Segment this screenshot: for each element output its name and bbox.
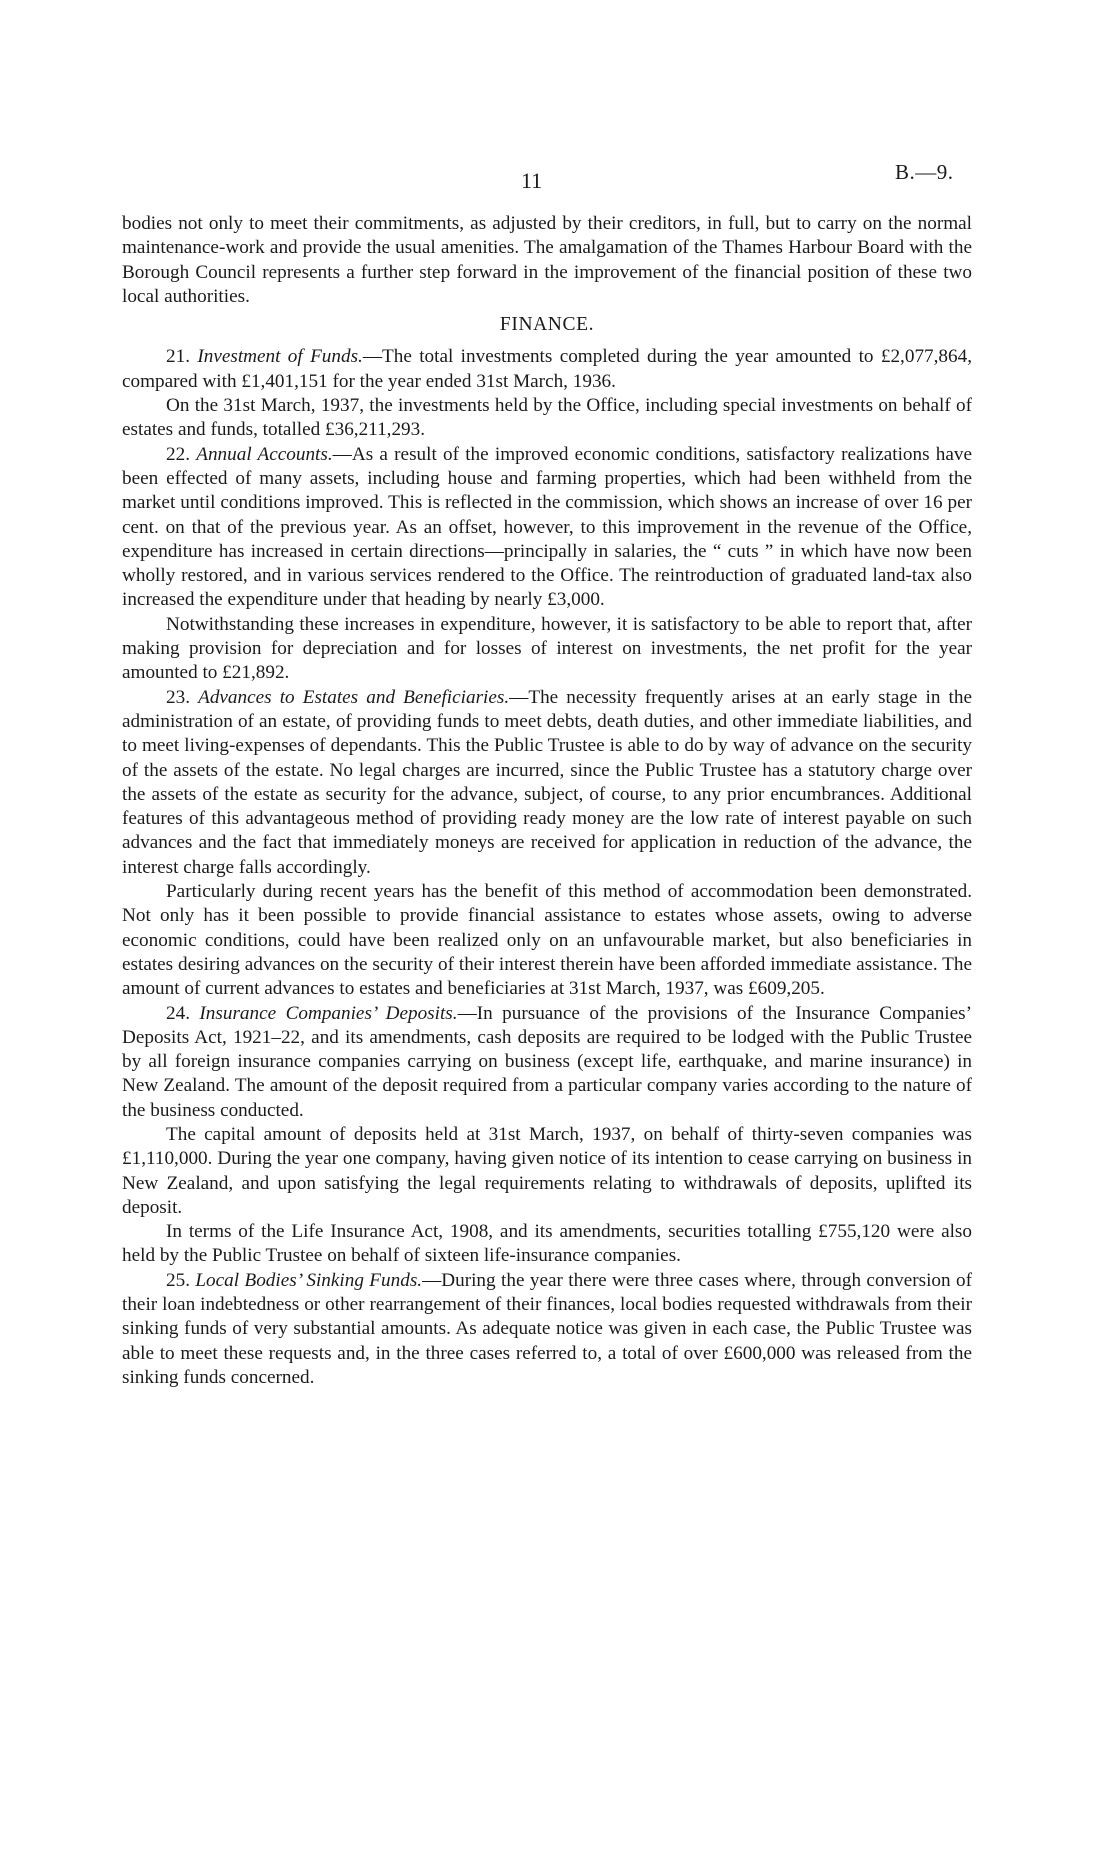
paragraph-title: Annual Accounts.: [196, 443, 333, 465]
section-heading: FINANCE.: [499, 314, 595, 336]
paragraph-23-continued: Particularly during recent years has the benefit of this method of accommodation been demonstrated. Not only has it been possible to provide financial assistance to estates whose assets, owing to adverse economic conditions, could have been realized only on an unfavourable market, but also beneficiaries in estates desiring advances on the security of their interest therein have been afforded immediate assistance. The amount of current advances to estates and beneficiaries at 31st March, 1937, was £609,205.: [122, 881, 972, 1000]
paragraph-22-continued: Notwithstanding these increases in expenditure, however, it is satisfactory to be able to report that, after making provision for depreciation and for losses of interest on investments, the net profit for the year amounted to £21,892.: [122, 613, 972, 684]
paragraph-number: 24.: [166, 1002, 190, 1024]
paragraph-number: 22.: [166, 443, 190, 465]
paragraph-24: [122, 1002, 972, 1123]
document-reference: B.—9.: [895, 160, 954, 184]
paragraph-21-continued: On the 31st March, 1937, the investments held by the Office, including special investments on behalf of estates and funds, totalled £36,211,293.: [122, 395, 972, 441]
paragraph-23: [122, 686, 972, 880]
paragraph-title: Investment of Funds.: [197, 346, 363, 368]
paragraph-24-continued: The capital amount of deposits held at 31st March, 1937, on behalf of thirty-seven companies was £1,110,000. During the year one company, having given notice of its intention to cease carrying on business in New Zealand, and upon satisfying the legal requirements relating to withdrawals of deposits, uplifted its deposit.: [122, 1123, 972, 1218]
paragraph-25: [122, 1269, 972, 1390]
paragraph-title: Local Bodies’ Sinking Funds.: [195, 1269, 423, 1291]
paragraph-title: Insurance Companies’ Deposits.: [199, 1002, 458, 1024]
paragraph-24-life-insurance: In terms of the Life Insurance Act, 1908, and its amendments, securities totalling £755,120 were also held by the Public Trustee on behalf of sixteen life-insurance companies.: [122, 1221, 972, 1267]
paragraph-text: —In pursuance of the provisions of the Insurance Companies’ Deposits Act, 1921–22, and its amendments, cash deposits are required to be lodged with the Public Trustee by all foreign insurance companies carrying on business (except life, earthquake, and marine insurance) in New Zealand. The amount of the deposit required from a particular company varies according to the nature of the business conducted.: [122, 1002, 973, 1121]
paragraph-number: 25.: [166, 1269, 190, 1291]
paragraph-title: Advances to Estates and Beneficiaries.: [198, 686, 510, 708]
intro-paragraph: bodies not only to meet their commitments, as adjusted by their creditors, in full, but to carry on the normal maintenance-work and provide the usual amenities. The amalgamation of the Thames Harbour Board with the Borough Council represents a further step forward in the improvement of the financial position of these two local authorities.: [122, 213, 972, 307]
page-number: 11: [521, 168, 543, 193]
document-body: [122, 212, 972, 1390]
paragraph-21: [122, 345, 972, 394]
paragraph-text: —The total investments completed during the year amounted to £2,077,864, compared with £1,401,151 for the year ended 31st March, 1936.: [122, 346, 973, 392]
paragraph-text: —The necessity frequently arises at an early stage in the administration of an estate, of providing funds to meet debts, death duties, and other immediate liabilities, and to meet living-expenses of dependants. This the Public Trustee is able to do by way of advance on the security of the assets of the estate. No legal charges are incurred, since the Public Trustee has a statutory charge over the assets of the estate as security for the advance, subject, of course, to any prior encumbrances. Additional features of this advantageous method of providing ready money are the low rate of interest payable on such advances and the fact that immediately moneys are received for application in reduction of the advance, the interest charge falls accordingly.: [122, 686, 973, 878]
paragraph-text: —As a result of the improved economic conditions, satisfactory realizations have been effected of many assets, including house and farming properties, which had been withheld from the market until conditions improved. This is reflected in the commission, which shows an increase of over 16 per cent. on that of the previous year. As an offset, however, to this improvement in the revenue of the Office, expenditure has increased in certain directions—principally in salaries, the “ cuts ” in which have now been wholly restored, and in various services rendered to the Office. The reintroduction of graduated land-tax also increased the expenditure under that heading by nearly £3,000.: [122, 443, 973, 611]
paragraph-22: [122, 443, 972, 613]
paragraph-number: 21.: [166, 346, 190, 368]
paragraph-number: 23.: [166, 686, 190, 708]
paragraph-text: —During the year there were three cases where, through conversion of their loan indebtedness or other rearrangement of their finances, local bodies requested withdrawals from their sinking funds of very substantial amounts. As adequate notice was given in each case, the Public Trustee was able to meet these requests and, in the three cases referred to, a total of over £600,000 was released from the sinking funds concerned.: [122, 1269, 972, 1388]
